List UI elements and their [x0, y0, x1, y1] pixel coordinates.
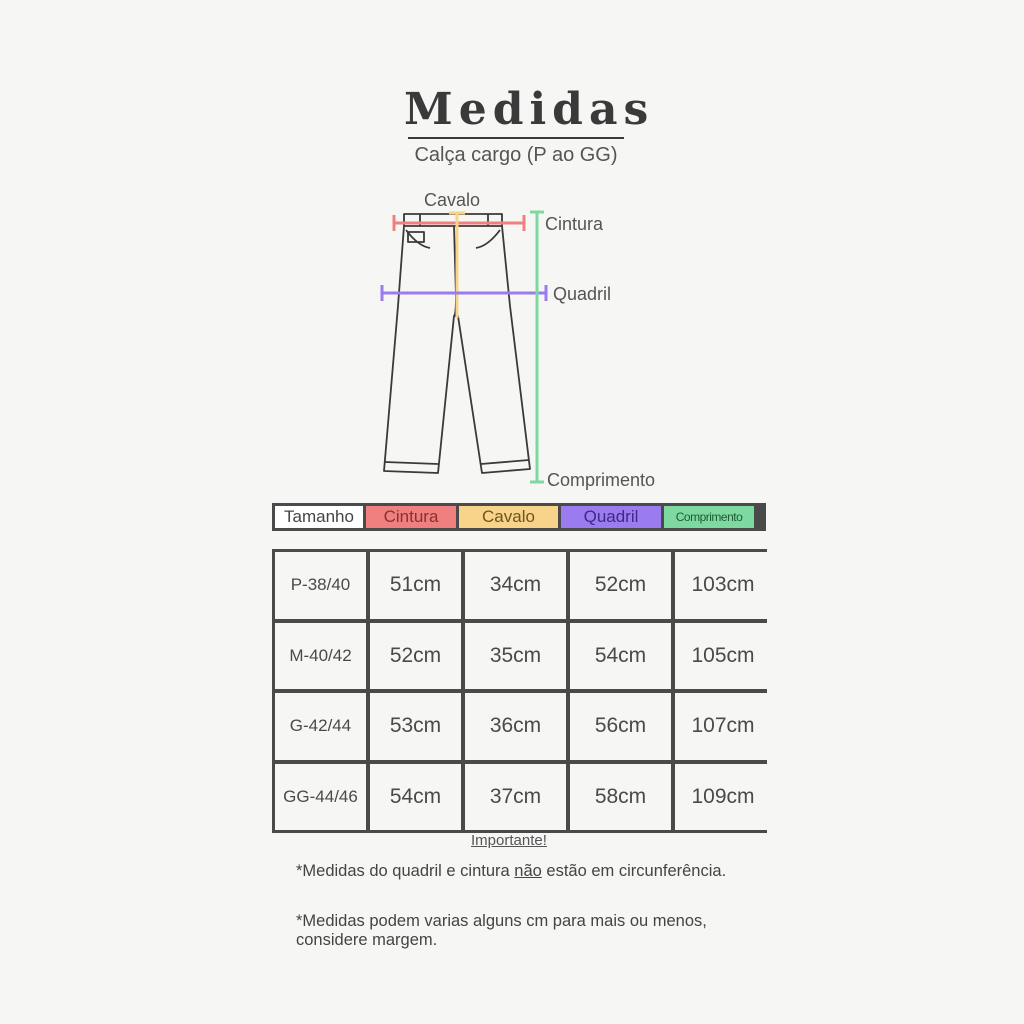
waist-cell: 52cm	[370, 623, 461, 690]
header-crotch: Cavalo	[459, 506, 558, 528]
crotch-cell: 37cm	[465, 764, 566, 831]
note1-text-end: estão em circunferência.	[541, 862, 727, 880]
size-table	[272, 549, 767, 833]
note1-text: *Medidas do quadril e cintura	[296, 862, 515, 880]
waist-cell: 54cm	[370, 764, 461, 831]
page-subtitle: Calça cargo (P ao GG)	[414, 144, 618, 166]
size-cell: P-38/40	[275, 552, 366, 619]
size-cell: M-40/42	[275, 623, 366, 690]
length-cell: 109cm	[675, 764, 771, 831]
header-hip: Quadril	[561, 506, 661, 528]
note2-line1: *Medidas podem varias alguns cm para mais ou menos,	[296, 912, 707, 930]
header-length: Comprimento	[664, 506, 754, 528]
length-cell: 105cm	[675, 623, 771, 690]
page-title: Medidas	[404, 84, 655, 135]
header-waist: Cintura	[366, 506, 456, 528]
size-cell: G-42/44	[275, 693, 366, 760]
note1-emphasis: não	[514, 862, 542, 880]
note2-line2: considere margem.	[296, 931, 438, 949]
note-circumference	[296, 862, 726, 881]
header-size: Tamanho	[275, 506, 363, 528]
waist-cell: 53cm	[370, 693, 461, 760]
crotch-cell: 34cm	[465, 552, 566, 619]
crotch-cell: 35cm	[465, 623, 566, 690]
hip-label: Quadril	[553, 284, 612, 304]
important-heading: Importante!	[471, 832, 547, 849]
crotch-cell: 36cm	[465, 693, 566, 760]
hip-cell: 52cm	[570, 552, 671, 619]
waist-label: Cintura	[545, 214, 604, 234]
waist-cell: 51cm	[370, 552, 461, 619]
hip-cell: 56cm	[570, 693, 671, 760]
size-cell: GG-44/46	[275, 764, 366, 831]
hip-cell: 54cm	[570, 623, 671, 690]
hip-cell: 58cm	[570, 764, 671, 831]
crotch-label: Cavalo	[424, 190, 481, 210]
length-cell: 107cm	[675, 693, 771, 760]
length-cell: 103cm	[675, 552, 771, 619]
table-header	[272, 503, 766, 531]
note-margin	[296, 912, 707, 950]
length-label: Comprimento	[547, 470, 656, 490]
